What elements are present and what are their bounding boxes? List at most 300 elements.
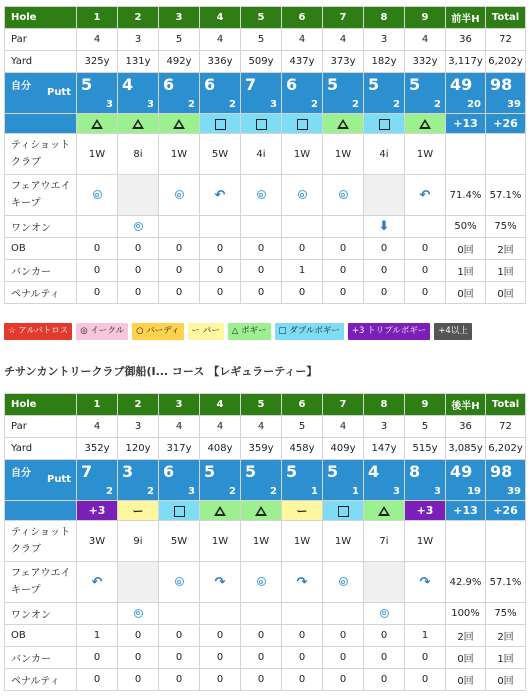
triple-bogey-mark: +3 bbox=[88, 504, 106, 517]
ob-value: 0 bbox=[200, 625, 241, 647]
fairway-half: 42.9% bbox=[446, 562, 486, 603]
hole-number: 4 bbox=[200, 7, 241, 29]
putts: 3 bbox=[106, 99, 113, 110]
penalty-value: 0 bbox=[282, 282, 323, 304]
penalty-value: 0 bbox=[405, 669, 446, 691]
yard-half: 3,085y bbox=[446, 438, 486, 460]
bunker-label: バンカー bbox=[5, 260, 77, 282]
ob-half: 2回 bbox=[446, 625, 486, 647]
tee-club: 1W bbox=[282, 521, 323, 562]
hole-number: 4 bbox=[200, 394, 241, 416]
miss-right-arrow-icon: ↷ bbox=[214, 574, 226, 590]
ob-value: 0 bbox=[118, 625, 159, 647]
penalty-value: 0 bbox=[241, 669, 282, 691]
bunker-value: 0 bbox=[159, 647, 200, 669]
double-circle-icon bbox=[134, 609, 143, 618]
bunker-value: 0 bbox=[364, 260, 405, 282]
strokes: 5 bbox=[204, 462, 216, 481]
penalty-value: 0 bbox=[118, 282, 159, 304]
penalty-label: ペナルティ bbox=[5, 669, 77, 691]
self-label: 自分 bbox=[11, 468, 31, 479]
fairway-mark bbox=[77, 175, 118, 216]
double-circle-icon bbox=[339, 577, 348, 586]
penalty-value: 0 bbox=[118, 669, 159, 691]
result-total: +26 bbox=[486, 501, 526, 521]
legend-item: ◎ イークル bbox=[76, 323, 128, 340]
strokes: 4 bbox=[368, 462, 380, 481]
front-nine-scorecard bbox=[4, 6, 526, 304]
result-row bbox=[5, 501, 526, 521]
par-value: 4 bbox=[159, 416, 200, 438]
one-on-total: 75% bbox=[486, 603, 526, 625]
par-value: 5 bbox=[241, 29, 282, 51]
one-on-mark bbox=[200, 216, 241, 238]
putts: 2 bbox=[188, 99, 195, 110]
result-mark bbox=[118, 114, 159, 134]
legend-item: ー パー bbox=[188, 323, 224, 340]
yard-value: 437y bbox=[282, 51, 323, 73]
score-cell bbox=[486, 73, 526, 114]
one-on-mark bbox=[323, 603, 364, 625]
bunker-value: 0 bbox=[282, 647, 323, 669]
ob-value: 0 bbox=[241, 625, 282, 647]
result-mark bbox=[200, 501, 241, 521]
par-value: 3 bbox=[364, 416, 405, 438]
fairway-total: 57.1% bbox=[486, 175, 526, 216]
score-cell bbox=[118, 460, 159, 501]
miss-right-arrow-icon: ↷ bbox=[296, 574, 308, 590]
par-value: 4 bbox=[200, 416, 241, 438]
result-mark bbox=[405, 114, 446, 134]
strokes: 4 bbox=[122, 75, 134, 94]
ob-value: 0 bbox=[77, 238, 118, 260]
self-score-row bbox=[5, 460, 526, 501]
legend-item: □ ダブルボギー bbox=[275, 323, 344, 340]
hole-number: 1 bbox=[77, 7, 118, 29]
bunker-value: 0 bbox=[200, 260, 241, 282]
penalty-value: 0 bbox=[364, 282, 405, 304]
bunker-half: 1回 bbox=[446, 260, 486, 282]
yard-total: 6,202y bbox=[486, 438, 526, 460]
tee-half-empty bbox=[446, 521, 486, 562]
par-row bbox=[5, 29, 526, 51]
double-circle-icon bbox=[134, 222, 143, 231]
one-on-mark bbox=[77, 603, 118, 625]
bunker-value: 0 bbox=[405, 260, 446, 282]
yard-value: 182y bbox=[364, 51, 405, 73]
par-value: 4 bbox=[200, 29, 241, 51]
strokes: 6 bbox=[204, 75, 216, 94]
fairway-mark bbox=[77, 562, 118, 603]
strokes: 5 bbox=[409, 75, 421, 94]
penalty-value: 0 bbox=[200, 282, 241, 304]
putts: 3 bbox=[188, 486, 195, 497]
tee-label: ティショットクラブ bbox=[5, 134, 77, 175]
strokes: 5 bbox=[286, 462, 298, 481]
ob-row bbox=[5, 625, 526, 647]
fairway-mark bbox=[282, 175, 323, 216]
putts: 1 bbox=[311, 486, 318, 497]
par-value: 4 bbox=[323, 29, 364, 51]
tee-club: 1W bbox=[159, 134, 200, 175]
strokes: 98 bbox=[490, 462, 513, 481]
one-on-half: 50% bbox=[446, 216, 486, 238]
one-on-mark bbox=[159, 603, 200, 625]
half-header: 後半H bbox=[446, 394, 486, 416]
penalty-total: 0回 bbox=[486, 669, 526, 691]
bunker-value: 0 bbox=[77, 647, 118, 669]
penalty-half: 0回 bbox=[446, 282, 486, 304]
bunker-value: 0 bbox=[200, 647, 241, 669]
result-mark bbox=[77, 501, 118, 521]
tee-club: 1W bbox=[200, 521, 241, 562]
yard-label: Yard bbox=[5, 51, 77, 73]
yard-label: Yard bbox=[5, 438, 77, 460]
short-down-arrow-icon: ⬇ bbox=[378, 219, 390, 234]
result-mark bbox=[364, 114, 405, 134]
bogey-triangle-icon bbox=[378, 506, 390, 516]
score-cell bbox=[282, 460, 323, 501]
bunker-value: 0 bbox=[323, 260, 364, 282]
bunker-label: バンカー bbox=[5, 647, 77, 669]
score-cell bbox=[446, 73, 486, 114]
putts: 2 bbox=[270, 486, 277, 497]
penalty-value: 0 bbox=[200, 669, 241, 691]
fairway-mark bbox=[241, 175, 282, 216]
one-on-half: 100% bbox=[446, 603, 486, 625]
hole-label: Hole bbox=[5, 7, 77, 29]
bunker-total: 1回 bbox=[486, 260, 526, 282]
penalty-value: 0 bbox=[282, 669, 323, 691]
putts: 2 bbox=[393, 99, 400, 110]
bogey-triangle-icon bbox=[337, 119, 349, 129]
bunker-value: 0 bbox=[118, 260, 159, 282]
miss-left-arrow-icon: ↶ bbox=[419, 187, 431, 203]
par-label: Par bbox=[5, 29, 77, 51]
fairway-label: フェアウエイキープ bbox=[5, 562, 77, 603]
result-row bbox=[5, 114, 526, 134]
yard-value: 120y bbox=[118, 438, 159, 460]
hole-number: 2 bbox=[118, 394, 159, 416]
bogey-triangle-icon bbox=[91, 119, 103, 129]
bunker-value: 0 bbox=[118, 647, 159, 669]
one-on-mark bbox=[282, 216, 323, 238]
double-circle-icon bbox=[175, 190, 184, 199]
yard-value: 515y bbox=[405, 438, 446, 460]
total-header: Total bbox=[486, 394, 526, 416]
fairway-mark bbox=[405, 562, 446, 603]
ob-row bbox=[5, 238, 526, 260]
legend-item: ☆ アルバトロス bbox=[4, 323, 72, 340]
yard-value: 332y bbox=[405, 51, 446, 73]
strokes: 5 bbox=[327, 75, 339, 94]
par-value: 3 bbox=[118, 29, 159, 51]
hole-number: 7 bbox=[323, 7, 364, 29]
putts: 1 bbox=[352, 486, 359, 497]
par-total: 72 bbox=[486, 416, 526, 438]
tee-club: 1W bbox=[323, 134, 364, 175]
par-value: 5 bbox=[405, 416, 446, 438]
strokes: 5 bbox=[368, 75, 380, 94]
par-value: 3 bbox=[364, 29, 405, 51]
score-cell bbox=[323, 460, 364, 501]
double-bogey-square-icon bbox=[338, 506, 349, 517]
strokes: 7 bbox=[245, 75, 257, 94]
legend-item: ○ バーディ bbox=[132, 323, 183, 340]
yard-half: 3,117y bbox=[446, 51, 486, 73]
par-value: 3 bbox=[118, 416, 159, 438]
fairway-mark bbox=[323, 175, 364, 216]
score-cell bbox=[241, 460, 282, 501]
one-on-total: 75% bbox=[486, 216, 526, 238]
penalty-label: ペナルティ bbox=[5, 282, 77, 304]
score-cell bbox=[282, 73, 323, 114]
putts: 39 bbox=[507, 486, 521, 497]
score-cell bbox=[77, 73, 118, 114]
penalty-value: 0 bbox=[323, 282, 364, 304]
tee-label: ティショットクラブ bbox=[5, 521, 77, 562]
putts: 3 bbox=[393, 486, 400, 497]
result-mark bbox=[200, 114, 241, 134]
strokes: 6 bbox=[163, 462, 175, 481]
yard-row bbox=[5, 51, 526, 73]
penalty-row bbox=[5, 669, 526, 691]
result-mark bbox=[159, 114, 200, 134]
result-label-empty bbox=[5, 501, 77, 521]
yard-value: 458y bbox=[282, 438, 323, 460]
par-row bbox=[5, 416, 526, 438]
strokes: 49 bbox=[450, 462, 473, 481]
score-cell bbox=[446, 460, 486, 501]
yard-value: 336y bbox=[200, 51, 241, 73]
putts: 19 bbox=[467, 486, 481, 497]
one-on-mark bbox=[118, 603, 159, 625]
tee-club: 1W bbox=[77, 134, 118, 175]
bunker-value: 0 bbox=[323, 647, 364, 669]
tee-club-row bbox=[5, 521, 526, 562]
result-mark bbox=[282, 114, 323, 134]
strokes: 5 bbox=[81, 75, 93, 94]
bogey-triangle-icon bbox=[419, 119, 431, 129]
result-half: +13 bbox=[446, 114, 486, 134]
par-half: 36 bbox=[446, 416, 486, 438]
legend-item: △ ボギー bbox=[228, 323, 271, 340]
ob-total: 2回 bbox=[486, 238, 526, 260]
bogey-triangle-icon bbox=[132, 119, 144, 129]
par-value: 5 bbox=[159, 29, 200, 51]
tee-club: 1W bbox=[405, 134, 446, 175]
ob-value: 0 bbox=[323, 625, 364, 647]
fairway-mark bbox=[323, 562, 364, 603]
tee-club: 5W bbox=[200, 134, 241, 175]
score-cell bbox=[77, 460, 118, 501]
fairway-row bbox=[5, 562, 526, 603]
ob-value: 0 bbox=[282, 238, 323, 260]
miss-right-arrow-icon: ↷ bbox=[419, 574, 431, 590]
tee-club: 1W bbox=[323, 521, 364, 562]
putts: 3 bbox=[270, 99, 277, 110]
fairway-total: 57.1% bbox=[486, 562, 526, 603]
result-label-empty bbox=[5, 114, 77, 134]
result-mark bbox=[118, 501, 159, 521]
double-bogey-square-icon bbox=[379, 119, 390, 130]
one-on-mark bbox=[77, 216, 118, 238]
bunker-half: 0回 bbox=[446, 647, 486, 669]
yard-value: 409y bbox=[323, 438, 364, 460]
score-cell bbox=[486, 460, 526, 501]
double-circle-icon bbox=[93, 190, 102, 199]
hole-number: 9 bbox=[405, 394, 446, 416]
one-on-mark bbox=[323, 216, 364, 238]
penalty-value: 0 bbox=[159, 282, 200, 304]
hole-number: 5 bbox=[241, 7, 282, 29]
score-cell bbox=[159, 73, 200, 114]
putts: 39 bbox=[507, 99, 521, 110]
double-circle-icon bbox=[175, 577, 184, 586]
self-score-row bbox=[5, 73, 526, 114]
yard-total: 6,202y bbox=[486, 51, 526, 73]
bunker-value: 0 bbox=[159, 260, 200, 282]
score-cell bbox=[364, 460, 405, 501]
yard-value: 352y bbox=[77, 438, 118, 460]
strokes: 7 bbox=[81, 462, 93, 481]
score-cell bbox=[405, 460, 446, 501]
strokes: 3 bbox=[122, 462, 134, 481]
one-on-mark bbox=[405, 603, 446, 625]
ob-label: OB bbox=[5, 238, 77, 260]
putts: 20 bbox=[467, 99, 481, 110]
miss-left-arrow-icon: ↶ bbox=[91, 574, 103, 590]
hole-number: 9 bbox=[405, 7, 446, 29]
fairway-mark bbox=[405, 175, 446, 216]
tee-club: 9i bbox=[118, 521, 159, 562]
score-legend bbox=[4, 323, 472, 341]
one-on-mark bbox=[118, 216, 159, 238]
result-mark bbox=[159, 501, 200, 521]
result-mark bbox=[241, 501, 282, 521]
fairway-label: フェアウエイキープ bbox=[5, 175, 77, 216]
tee-club: 1W bbox=[405, 521, 446, 562]
penalty-value: 0 bbox=[364, 669, 405, 691]
hole-number: 2 bbox=[118, 7, 159, 29]
tee-club: 8i bbox=[118, 134, 159, 175]
par-total: 72 bbox=[486, 29, 526, 51]
strokes: 5 bbox=[245, 462, 257, 481]
par-value: 4 bbox=[77, 416, 118, 438]
ob-half: 0回 bbox=[446, 238, 486, 260]
putts: 2 bbox=[434, 99, 441, 110]
hole-number: 1 bbox=[77, 394, 118, 416]
hole-number: 3 bbox=[159, 7, 200, 29]
ob-label: OB bbox=[5, 625, 77, 647]
tee-club-row bbox=[5, 134, 526, 175]
penalty-row bbox=[5, 282, 526, 304]
putts: 3 bbox=[147, 99, 154, 110]
result-mark bbox=[323, 114, 364, 134]
yard-value: 147y bbox=[364, 438, 405, 460]
double-circle-icon bbox=[298, 190, 307, 199]
penalty-value: 0 bbox=[323, 669, 364, 691]
total-header: Total bbox=[486, 7, 526, 29]
double-bogey-square-icon bbox=[174, 506, 185, 517]
tee-club: 4i bbox=[241, 134, 282, 175]
score-cell bbox=[200, 73, 241, 114]
result-mark bbox=[282, 501, 323, 521]
triple-bogey-mark: +3 bbox=[416, 504, 434, 517]
ob-value: 0 bbox=[200, 238, 241, 260]
strokes: 5 bbox=[327, 462, 339, 481]
tee-club: 1W bbox=[282, 134, 323, 175]
bunker-value: 0 bbox=[241, 647, 282, 669]
putts: 2 bbox=[311, 99, 318, 110]
bogey-triangle-icon bbox=[214, 506, 226, 516]
ob-value: 1 bbox=[405, 625, 446, 647]
ob-value: 0 bbox=[364, 238, 405, 260]
ob-value: 0 bbox=[364, 625, 405, 647]
course-title: チサンカントリークラブ御船(I... コース 【レギュラーティー】 bbox=[4, 365, 318, 378]
result-mark bbox=[323, 501, 364, 521]
tee-club: 5W bbox=[159, 521, 200, 562]
yard-value: 359y bbox=[241, 438, 282, 460]
putts: 3 bbox=[434, 486, 441, 497]
score-cell bbox=[405, 73, 446, 114]
ob-total: 2回 bbox=[486, 625, 526, 647]
par-value: 4 bbox=[282, 29, 323, 51]
half-header: 前半H bbox=[446, 7, 486, 29]
yard-value: 492y bbox=[159, 51, 200, 73]
result-half: +13 bbox=[446, 501, 486, 521]
bunker-row bbox=[5, 260, 526, 282]
bunker-value: 0 bbox=[405, 647, 446, 669]
bogey-triangle-icon bbox=[255, 506, 267, 516]
score-cell bbox=[118, 73, 159, 114]
fairway-mark bbox=[200, 562, 241, 603]
strokes: 6 bbox=[163, 75, 175, 94]
penalty-value: 0 bbox=[241, 282, 282, 304]
ob-value: 0 bbox=[241, 238, 282, 260]
putts: 2 bbox=[229, 99, 236, 110]
par-dash-mark: ー bbox=[132, 504, 144, 518]
result-mark bbox=[364, 501, 405, 521]
fairway-mark bbox=[159, 175, 200, 216]
one-on-mark bbox=[200, 603, 241, 625]
hole-number: 7 bbox=[323, 394, 364, 416]
tee-total-empty bbox=[486, 521, 526, 562]
yard-value: 509y bbox=[241, 51, 282, 73]
double-bogey-square-icon bbox=[256, 119, 267, 130]
par-value: 4 bbox=[77, 29, 118, 51]
ob-value: 0 bbox=[159, 625, 200, 647]
tee-club: 4i bbox=[364, 134, 405, 175]
ob-value: 0 bbox=[118, 238, 159, 260]
double-circle-icon bbox=[257, 577, 266, 586]
bogey-triangle-icon bbox=[173, 119, 185, 129]
bunker-value: 1 bbox=[282, 260, 323, 282]
putts: 2 bbox=[147, 486, 154, 497]
one-on-mark bbox=[405, 216, 446, 238]
hole-number: 6 bbox=[282, 7, 323, 29]
result-mark bbox=[241, 114, 282, 134]
double-bogey-square-icon bbox=[297, 119, 308, 130]
fairway-row bbox=[5, 175, 526, 216]
fairway-mark bbox=[118, 562, 159, 603]
self-label: 自分 bbox=[11, 81, 31, 92]
double-circle-icon bbox=[380, 609, 389, 618]
fairway-half: 71.4% bbox=[446, 175, 486, 216]
fairway-mark bbox=[364, 175, 405, 216]
double-bogey-square-icon bbox=[215, 119, 226, 130]
score-cell bbox=[241, 73, 282, 114]
